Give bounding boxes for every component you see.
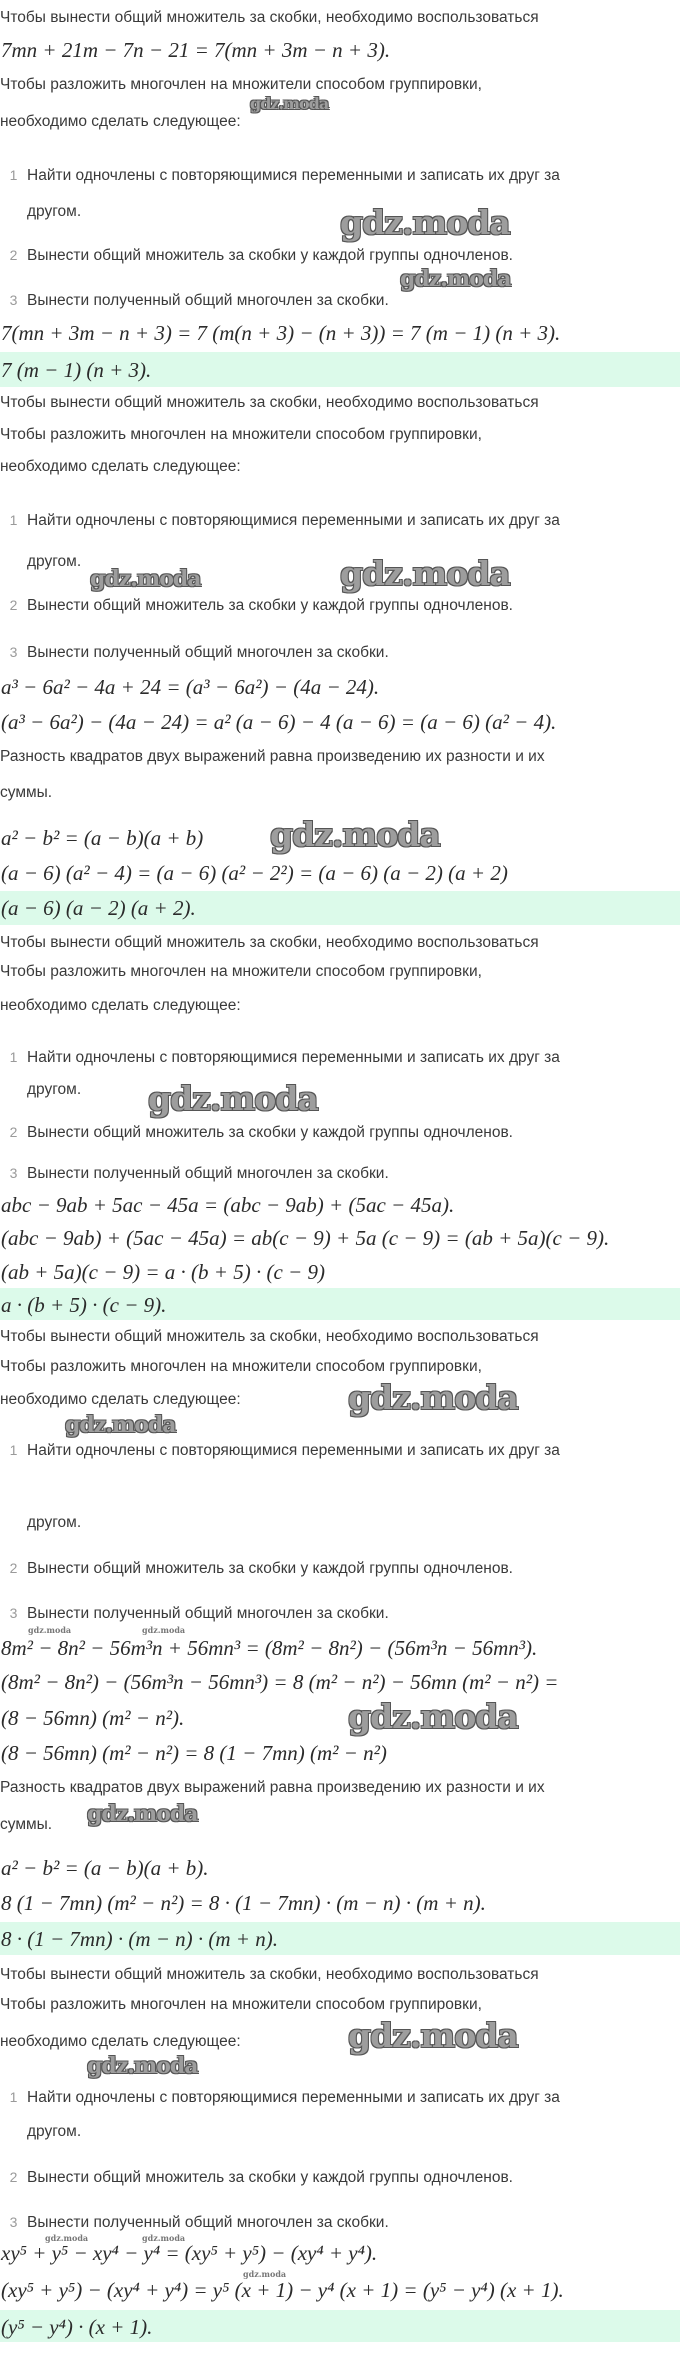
step-text: Вынести полученный общий многочлен за скобки. (27, 2214, 389, 2231)
method-text: Чтобы разложить многочлен на множители способом группировки, (0, 426, 482, 443)
step-2 (0, 2167, 513, 2187)
formula: 7(mn + 3m − n + 3) = 7 (m(n + 3) − (n + 3)) = 7 (m − 1) (n + 3). (1, 321, 561, 345)
method-text: необходимо сделать следующее: (0, 458, 241, 475)
formula: (8 − 56mn) (m² − n²) = 8 (1 − 7mn) (m² − n²) (1, 1741, 387, 1765)
method-text: необходимо сделать следующее: (0, 113, 241, 130)
watermark: gdz.moda (250, 94, 329, 113)
step-3 (0, 2212, 389, 2232)
formula: (xy⁵ + y⁵) − (xy⁴ + y⁴) = y⁵ (x + 1) − y⁴ (x + 1) = (y⁵ − y⁴) (x + 1). (1, 2278, 564, 2302)
watermark: gdz.moda (87, 1801, 198, 1827)
formula: (8 − 56mn) (m² − n²). (1, 1706, 185, 1730)
rule-text: Чтобы вынести общий множитель за скобки, необходимо воспользоваться (0, 1328, 539, 1345)
step-1 (0, 1440, 560, 1460)
method-text: Чтобы разложить многочлен на множители способом группировки, (0, 1358, 482, 1375)
formula: (a³ − 6a²) − (4a − 24) = a² (a − 6) − 4 (a − 6) = (a − 6) (a² − 4). (1, 710, 557, 734)
answer: 8 · (1 − 7mn) · (m − n) · (m + n). (1, 1927, 278, 1951)
method-text: Чтобы разложить многочлен на множители способом группировки, (0, 963, 482, 980)
formula: (a − 6) (a² − 4) = (a − 6) (a² − 2²) = (a − 6) (a − 2) (a + 2) (1, 861, 508, 885)
identity-formula: a² − b² = (a − b)(a + b) (1, 826, 204, 850)
answer: (y⁵ − y⁴) · (x + 1). (1, 2315, 153, 2339)
answer: (a − 6) (a − 2) (a + 2). (1, 896, 196, 920)
step-text: Вынести общий множитель за скобки у каждой группы одночленов. (27, 1124, 513, 1141)
step-1 (0, 2087, 560, 2107)
watermark: gdz.moda (400, 266, 511, 292)
step-text-continued: другом. (27, 203, 82, 220)
step-text-continued: другом. (27, 1514, 82, 1531)
identity-formula: a² − b² = (a − b)(a + b). (1, 1856, 209, 1880)
formula: 7mn + 21m − 7n − 21 = 7(mn + 3m − n + 3). (1, 38, 391, 62)
watermark: gdz.moda (348, 1378, 518, 1417)
watermark: gdz.moda (340, 554, 510, 593)
step-text-continued: другом. (27, 2123, 82, 2140)
step-number: 2 (9, 2169, 18, 2185)
method-text: Чтобы разложить многочлен на множители способом группировки, (0, 1996, 482, 2013)
watermark: gdz.moda (348, 1697, 518, 1736)
watermark: gdz.moda (340, 203, 510, 242)
step-number: 3 (9, 1165, 18, 1181)
watermark: gdz.moda (28, 1625, 72, 1635)
step-1 (0, 1047, 560, 1067)
step-text: Вынести полученный общий многочлен за скобки. (27, 292, 389, 309)
step-text: Найти одночлены с повторяющимися переменными и записать их друг за (27, 167, 560, 184)
step-number: 1 (9, 2089, 18, 2105)
step-1 (0, 165, 560, 185)
watermark: gdz.moda (65, 1412, 176, 1438)
step-number: 3 (9, 2214, 18, 2230)
method-text: необходимо сделать следующее: (0, 1391, 241, 1408)
answer: a · (b + 5) · (c − 9). (1, 1293, 167, 1317)
watermark: gdz.moda (348, 2016, 518, 2055)
difference-of-squares-text: суммы. (0, 784, 53, 801)
step-text: Вынести общий множитель за скобки у каждой группы одночленов. (27, 2169, 513, 2186)
step-number: 2 (9, 1560, 18, 1576)
step-number: 2 (9, 247, 18, 263)
step-text: Найти одночлены с повторяющимися переменными и записать их друг за (27, 1442, 560, 1459)
step-2 (0, 245, 513, 265)
step-3 (0, 1603, 389, 1623)
step-number: 1 (9, 1049, 18, 1065)
step-text-continued: другом. (27, 1081, 82, 1098)
method-text: необходимо сделать следующее: (0, 997, 241, 1014)
formula: a³ − 6a² − 4a + 24 = (a³ − 6a²) − (4a − 24). (1, 675, 380, 699)
watermark: gdz.moda (270, 815, 440, 854)
formula: 8m² − 8n² − 56m³n + 56mn³ = (8m² − 8n²) − (56m³n − 56mn³). (1, 1636, 538, 1660)
watermark: gdz.moda (87, 2053, 198, 2079)
step-text: Вынести полученный общий многочлен за скобки. (27, 1605, 389, 1622)
step-2 (0, 1558, 513, 1578)
watermark: gdz.moda (45, 2233, 89, 2243)
step-text: Вынести полученный общий многочлен за скобки. (27, 644, 389, 661)
watermark: gdz.moda (243, 2269, 287, 2279)
formula: xy⁵ + y⁵ − xy⁴ − y⁴ = (xy⁵ + y⁵) − (xy⁴ + y⁴). (1, 2241, 378, 2265)
step-text: Вынести общий множитель за скобки у каждой группы одночленов. (27, 247, 513, 264)
step-3 (0, 1163, 389, 1183)
difference-of-squares-text: суммы. (0, 1816, 53, 1833)
method-text: Чтобы разложить многочлен на множители способом группировки, (0, 76, 482, 93)
answer: 7 (m − 1) (n + 3). (1, 358, 152, 382)
formula: 8 (1 − 7mn) (m² − n²) = 8 · (1 − 7mn) · (m − n) · (m + n). (1, 1891, 486, 1915)
step-number: 2 (9, 597, 18, 613)
rule-text: Чтобы вынести общий множитель за скобки, необходимо воспользоваться (0, 934, 539, 951)
step-number: 1 (9, 512, 18, 528)
step-number: 2 (9, 1124, 18, 1140)
step-text: Найти одночлены с повторяющимися переменными и записать их друг за (27, 2089, 560, 2106)
step-3 (0, 642, 389, 662)
rule-text: Чтобы вынести общий множитель за скобки, необходимо воспользоваться (0, 9, 539, 26)
watermark: gdz.moda (148, 1079, 318, 1118)
step-number: 1 (9, 1442, 18, 1458)
watermark: gdz.moda (142, 1625, 186, 1635)
step-text: Найти одночлены с повторяющимися переменными и записать их друг за (27, 1049, 560, 1066)
step-number: 3 (9, 644, 18, 660)
step-1 (0, 510, 560, 530)
formula: (abc − 9ab) + (5ac − 45a) = ab(c − 9) + 5a (c − 9) = (ab + 5a)(c − 9). (1, 1226, 610, 1250)
method-text: необходимо сделать следующее: (0, 2033, 241, 2050)
step-number: 3 (9, 292, 18, 308)
step-2 (0, 595, 513, 615)
step-text: Вынести полученный общий многочлен за скобки. (27, 1165, 389, 1182)
rule-text: Чтобы вынести общий множитель за скобки, необходимо воспользоваться (0, 1966, 539, 1983)
difference-of-squares-text: Разность квадратов двух выражений равна произведению их разности и их (0, 748, 545, 765)
formula: (ab + 5a)(c − 9) = a · (b + 5) · (c − 9) (1, 1260, 325, 1284)
step-number: 3 (9, 1605, 18, 1621)
step-text-continued: другом. (27, 553, 82, 570)
watermark: gdz.moda (90, 566, 201, 592)
step-2 (0, 1122, 513, 1142)
step-3 (0, 290, 389, 310)
rule-text: Чтобы вынести общий множитель за скобки, необходимо воспользоваться (0, 394, 539, 411)
step-text: Вынести общий множитель за скобки у каждой группы одночленов. (27, 597, 513, 614)
step-text: Вынести общий множитель за скобки у каждой группы одночленов. (27, 1560, 513, 1577)
difference-of-squares-text: Разность квадратов двух выражений равна произведению их разности и их (0, 1779, 545, 1796)
step-number: 1 (9, 167, 18, 183)
watermark: gdz.moda (142, 2233, 186, 2243)
step-text: Найти одночлены с повторяющимися переменными и записать их друг за (27, 512, 560, 529)
formula: (8m² − 8n²) − (56m³n − 56mn³) = 8 (m² − n²) − 56mn (m² − n²) = (1, 1670, 559, 1694)
formula: abc − 9ab + 5ac − 45a = (abc − 9ab) + (5ac − 45a). (1, 1193, 455, 1217)
